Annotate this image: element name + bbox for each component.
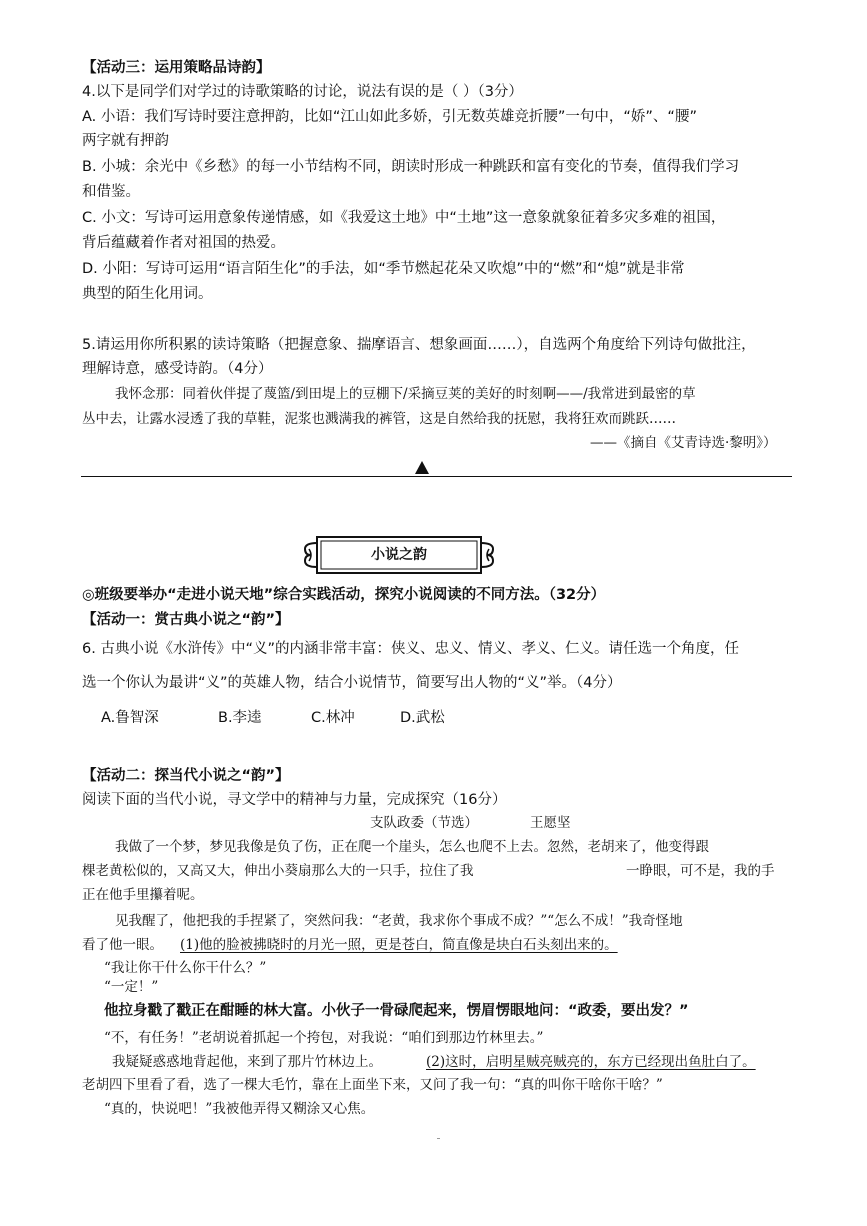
story-p5: 他拉身戳了戳正在酣睡的林大富。小伙子一骨碌爬起来，愣眉愣眼地问：“政委，要出发？” <box>104 1003 689 1019</box>
activity3-title: 【活动三：运用策略品诗韵】 <box>82 60 271 76</box>
q4-option-d-line1: D. 小阳：写诗可运用“语言陌生化”的手法，如“季节燃起花朵又吹熄”中的“燃”和“熄”就是非常 <box>82 261 685 277</box>
banner-title: 小说之韵 <box>371 547 427 563</box>
poem-line1: 我怀念那：同着伙伴提了蔑篮/到田堤上的豆棚下/采摘豆荚的美好的时刻啊——/我常进到最密的草 <box>115 386 696 402</box>
story-p2-line2a: 看了他一眼。 <box>82 937 163 953</box>
q6-stem-line2: 选一个你认为最讲“义”的英雄人物，结合小说情节，简要写出人物的“义”举。（4分） <box>82 675 622 691</box>
story-p7-line2: 老胡四下里看了看，选了一棵大毛竹，靠在上面坐下来，又问了我一句：“真的叫你干啥你干啥？” <box>82 1077 663 1093</box>
q4-option-d-line2: 典型的陌生化用词。 <box>82 286 213 302</box>
story-p6: “不，有任务！”老胡说着抓起一个挎包，对我说：“咱们到那边竹林里去。” <box>104 1030 544 1046</box>
story-p1-line1: 我做了一个梦，梦见我像是负了伤，正在爬一个崖头，怎么也爬不上去。忽然，老胡来了，他变得跟 <box>115 839 709 855</box>
underlined-sentence-2: (2)这时，启明星贼亮贼亮的，东方已经现出鱼肚白了。 <box>426 1054 756 1070</box>
q4-option-a-line2: 两字就有押韵 <box>82 133 169 149</box>
story-title: 支队政委（节选） <box>370 815 478 831</box>
activity1-title: 【活动一：赏古典小说之“韵”】 <box>82 612 290 628</box>
story-p2-line1: 见我醒了，他把我的手捏紧了，突然问我：“老黄，我求你个事成不成？”“怎么不成！”我奇怪地 <box>115 913 683 929</box>
q4-stem: 4.以下是同学们对学过的诗歌策略的讨论，说法有误的是（ ）（3分） <box>82 84 523 100</box>
story-author: 王愿坚 <box>530 815 571 831</box>
story-p7-line1a: 我疑疑惑惑地背起他，来到了那片竹林边上。 <box>112 1054 382 1070</box>
q4-option-c-line1: C. 小文：写诗可运用意象传递情感，如《我爱这土地》中“土地”这一意象就象征着多灾多难的祖国， <box>82 210 726 226</box>
triangle-marker <box>415 461 429 474</box>
q4-option-b-line2: 和借鉴。 <box>82 184 140 200</box>
underlined-sentence-1: (1)他的脸被拂晓时的月光一照，更是苍白，简直像是块白石头刻出来的。 <box>180 937 618 953</box>
poem-source: ——《摘自《艾青诗选·黎明》） <box>590 435 777 451</box>
q4-option-b-line1: B. 小城：余光中《乡愁》的每一小节结构不同，朗读时形成一种跳跃和富有变化的节奏，值得我们学习 <box>82 159 740 175</box>
activity2-title: 【活动二：探当代小说之“韵”】 <box>82 768 290 784</box>
q4-option-a-line1: A. 小语：我们写诗时要注意押韵，比如“江山如此多娇，引无数英雄竞折腰”一句中，“娇”、“腰” <box>82 109 697 125</box>
novel-intro: ◎班级要举办“走进小说天地”综合实践活动，探究小说阅读的不同方法。（32分） <box>82 587 606 603</box>
scan-speck <box>437 1138 440 1139</box>
story-p1-line3: 正在他手里攥着呢。 <box>82 887 204 903</box>
q6-option-d: D.武松 <box>400 710 445 726</box>
q5-stem-line2: 理解诗意，感受诗韵。（4分） <box>82 361 273 377</box>
q6-stem-line1: 6. 古典小说《水浒传》中“义”的内涵非常丰富：侠义、忠义、情义、孝义、仁义。请任选一个角度，任 <box>82 641 739 657</box>
section-divider <box>81 476 792 477</box>
q6-option-c: C.林冲 <box>311 710 355 726</box>
story-p1-line2b: 一睁眼，可不是，我的手 <box>626 863 775 879</box>
story-p4: “一定！” <box>104 979 159 995</box>
poem-line2: 丛中去，让露水浸透了我的草鞋，泥浆也溅满我的裤管，这是自然给我的抚慰，我将狂欢而跳跃…… <box>82 411 676 427</box>
reading-intro: 阅读下面的当代小说，寻文学中的精神与力量，完成探究（16分） <box>82 792 507 808</box>
q6-option-a: A.鲁智深 <box>101 710 159 726</box>
q6-option-b: B.李逵 <box>218 710 262 726</box>
q4-option-c-line2: 背后蕴藏着作者对祖国的热爱。 <box>82 235 285 251</box>
story-p8: “真的，快说吧！”我被他弄得又糊涂又心焦。 <box>104 1101 375 1117</box>
story-p3: “我让你干什么你干什么？” <box>104 960 267 976</box>
q5-stem-line1: 5.请运用你所积累的读诗策略（把握意象、揣摩语言、想象画面……），自选两个角度给下列诗句做批注， <box>82 337 756 353</box>
story-p1-line2a: 棵老黄松似的，又高又大，伸出小葵扇那么大的一只手，拉住了我 <box>82 863 474 879</box>
